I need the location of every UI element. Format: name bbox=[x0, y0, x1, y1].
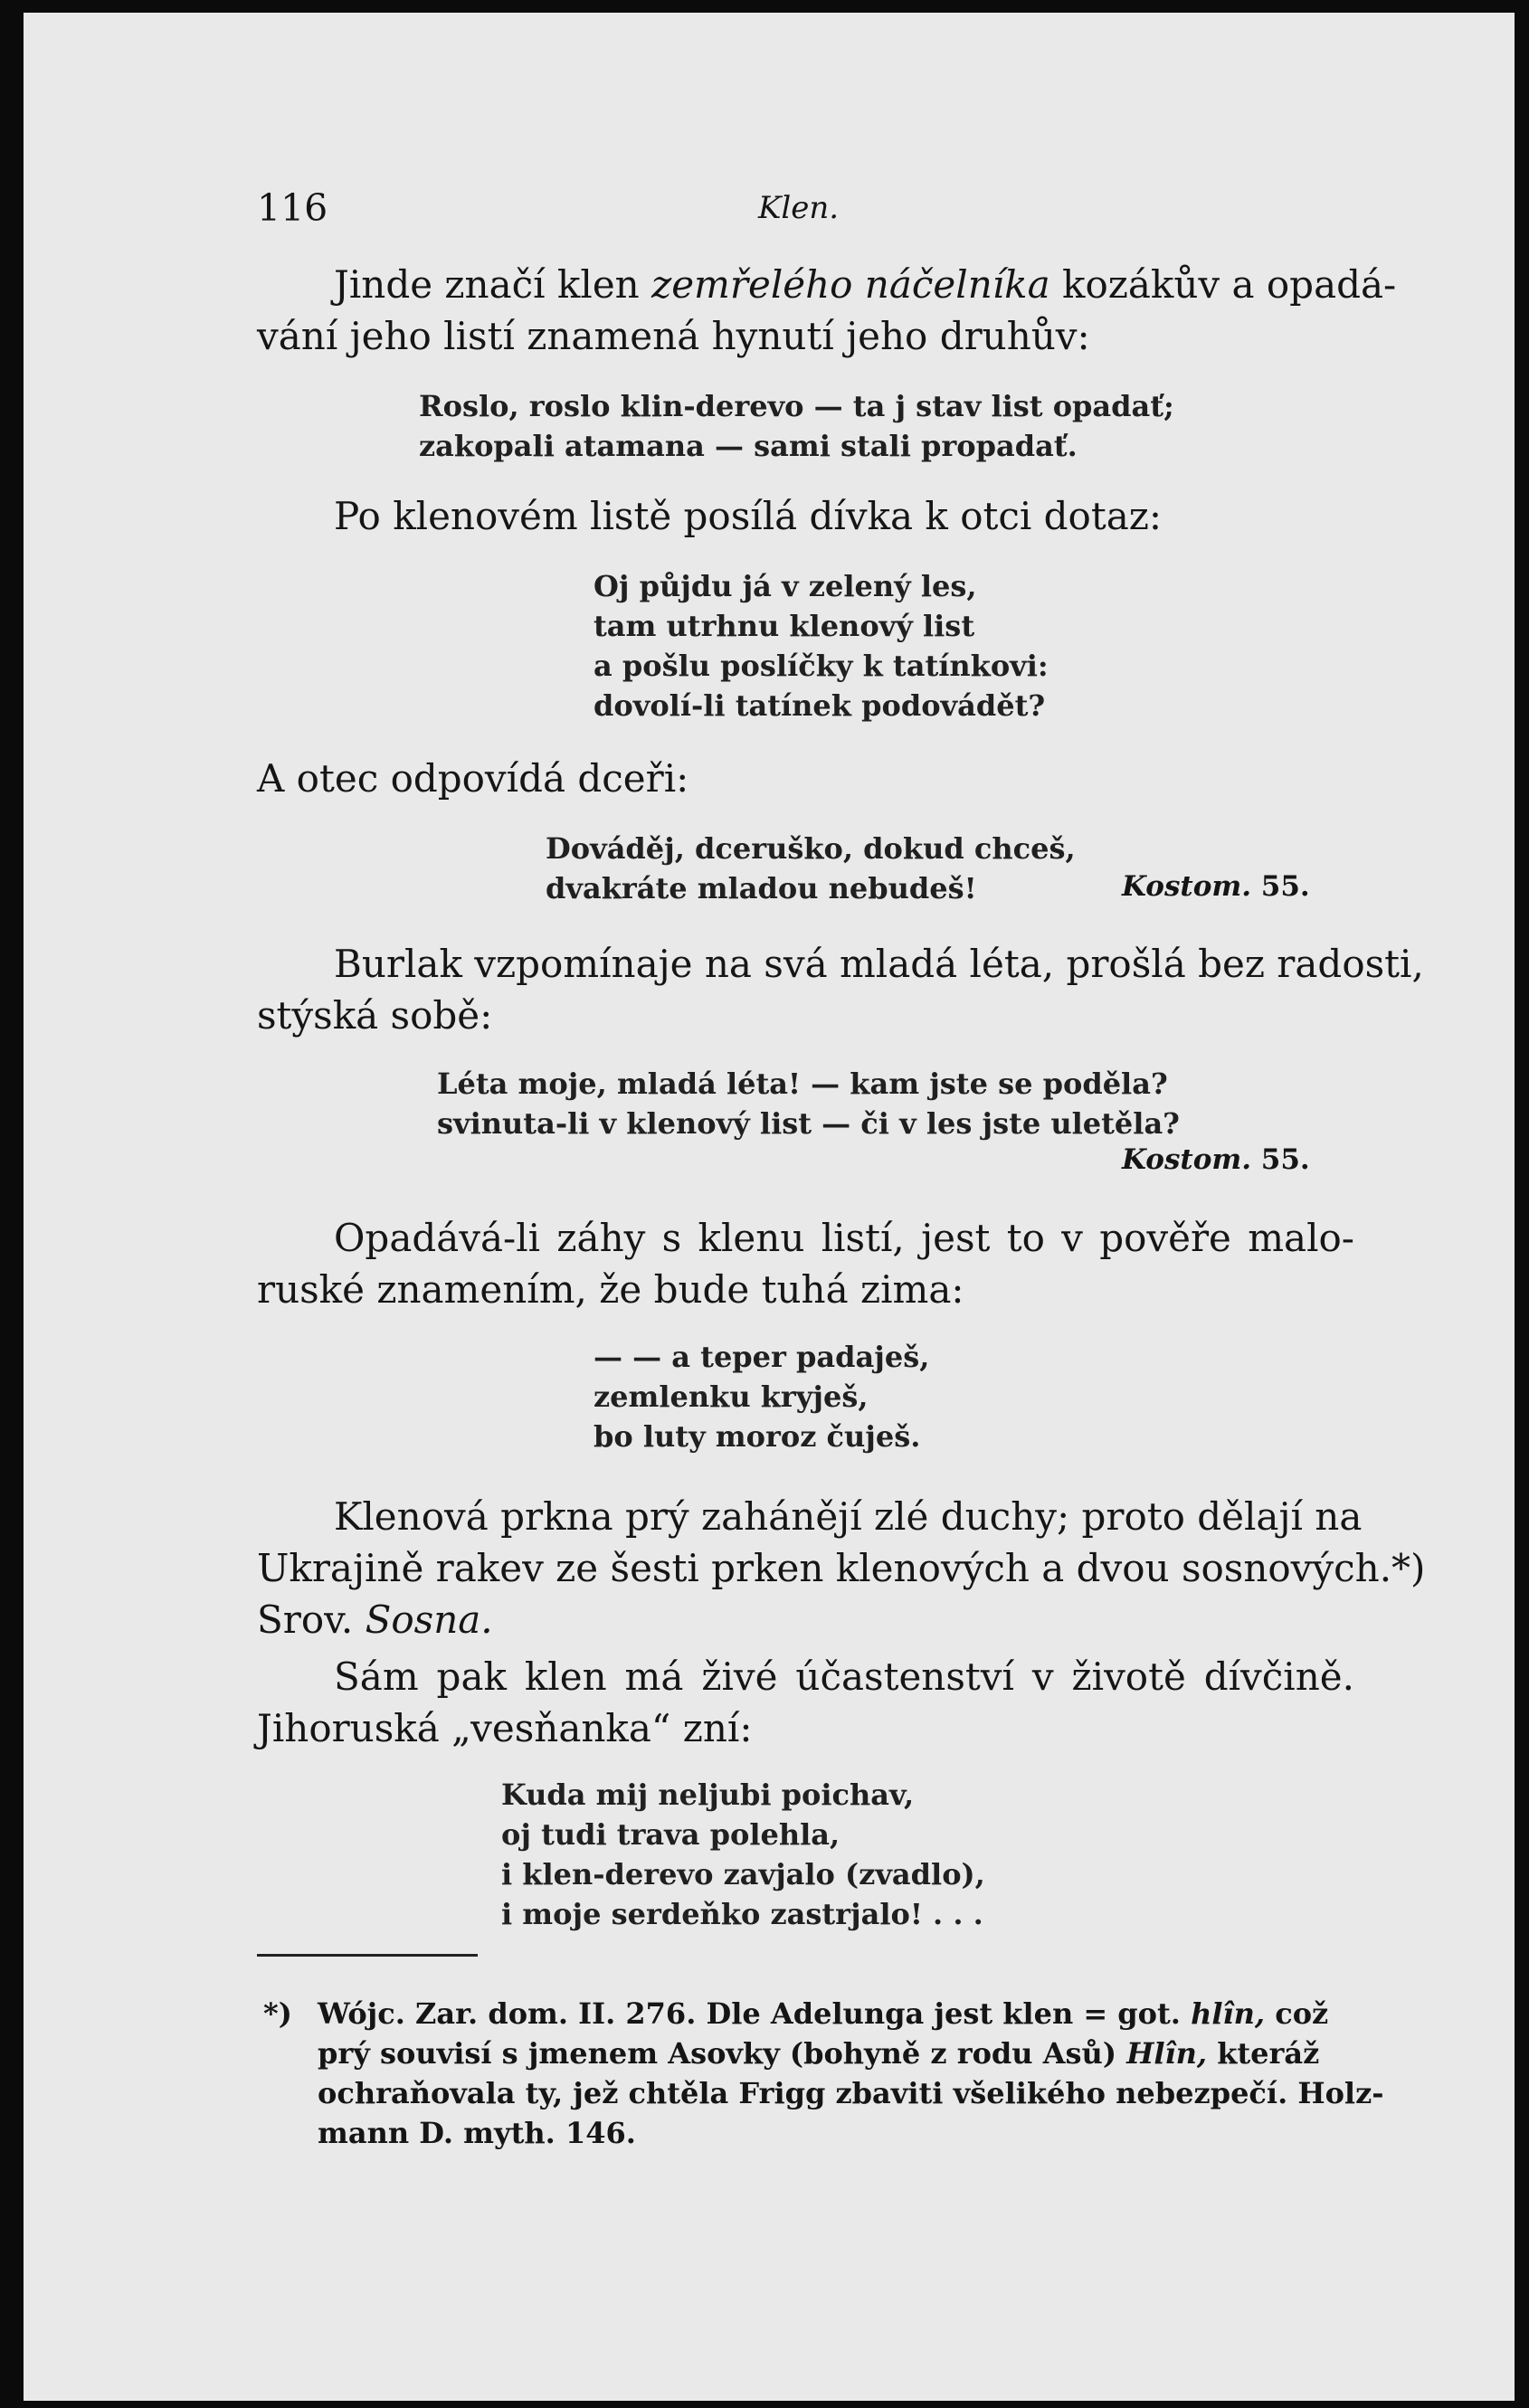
running-title: Klen. bbox=[758, 190, 840, 226]
verse-4 bbox=[437, 1064, 1180, 1143]
paragraph-line: Jinde značí klen zemřelého náčelníka kozákův a opadá- bbox=[334, 262, 1397, 307]
footnote-line: Wójc. Zar. dom. II. 276. Dle Adelunga jest klen = got. hlîn, což bbox=[318, 1996, 1329, 2031]
footnote bbox=[263, 1994, 1384, 2153]
cross-reference: Sosna. bbox=[365, 1597, 493, 1642]
verse-line: zemlenku kryješ, bbox=[594, 1379, 869, 1414]
paragraph-line: Jihoruská „vesňanka“ zní: bbox=[257, 1706, 753, 1750]
footnote-rule bbox=[257, 1954, 478, 1957]
paragraph-5 bbox=[257, 1212, 1354, 1315]
verse-2 bbox=[594, 566, 1049, 725]
verse-line: Léta moje, mladá léta! — kam jste se poděla? bbox=[437, 1067, 1168, 1101]
verse-line: dvakráte mladou nebudeš! bbox=[546, 871, 977, 905]
footnote-mark: *) bbox=[263, 1996, 292, 2031]
source-citation: Kostom. 55. bbox=[1122, 1143, 1310, 1176]
verse-line: Dováděj, dceruško, dokud chceš, bbox=[546, 831, 1076, 866]
paragraph-2 bbox=[257, 490, 1354, 542]
verse-line: Roslo, roslo klin-derevo — ta j stav list opadať; bbox=[419, 389, 1174, 423]
paragraph-line: Sám pak klen má živé účastenství v životě dívčině. bbox=[334, 1654, 1354, 1699]
paragraph-line: Po klenovém listě posílá dívka k otci dotaz: bbox=[334, 494, 1163, 538]
verse-line: — — a teper padaješ, bbox=[594, 1340, 930, 1374]
footnote-line: ochraňovala ty, jež chtěla Frigg zbaviti všelikého nebezpečí. Holz- bbox=[318, 2076, 1384, 2110]
paragraph-line: Klenová prkna prý zahánějí zlé duchy; proto dělají na bbox=[334, 1494, 1363, 1539]
paragraph-7 bbox=[257, 1651, 1354, 1754]
page-number: 116 bbox=[257, 186, 328, 230]
paragraph-3 bbox=[257, 753, 1354, 804]
paragraph-6 bbox=[257, 1491, 1426, 1645]
verse-line: oj tudi trava polehla, bbox=[501, 1817, 840, 1852]
verse-line: dovolí-li tatínek podovádět? bbox=[594, 688, 1046, 723]
paragraph-line: A otec odpovídá dceři: bbox=[257, 756, 689, 801]
paragraph-line: Burlak vzpomínaje na svá mladá léta, prošlá bez radosti, bbox=[334, 942, 1424, 986]
paragraph-line: Ukrajině rakev ze šesti prken klenových a dvou sosnových.*) bbox=[257, 1546, 1426, 1590]
verse-line: zakopali atamana — sami stali propadať. bbox=[419, 429, 1078, 463]
paragraph-1 bbox=[257, 259, 1397, 362]
verse-line: Kuda mij neljubi poichav, bbox=[501, 1778, 915, 1812]
verse-5 bbox=[594, 1337, 929, 1456]
verse-line: tam utrhnu klenový list bbox=[594, 609, 975, 643]
verse-line: bo luty moroz čuješ. bbox=[594, 1419, 921, 1454]
verse-line: i moje serdeňko zastrjalo! . . . bbox=[501, 1897, 983, 1931]
footnote-line: mann D. myth. 146. bbox=[318, 2116, 636, 2150]
paragraph-line: Srov. Sosna. bbox=[257, 1597, 493, 1642]
verse-3 bbox=[546, 829, 1076, 908]
paragraph-line: stýská sobě: bbox=[257, 993, 493, 1038]
paragraph-line: ruské znamením, že bude tuhá zima: bbox=[257, 1267, 964, 1312]
book-page bbox=[24, 13, 1515, 2401]
verse-1 bbox=[419, 386, 1174, 466]
paragraph-line: Opadává-li záhy s klenu listí, jest to v pověře malo- bbox=[334, 1216, 1354, 1260]
paragraph-line: vání jeho listí znamená hynutí jeho druhův: bbox=[257, 314, 1090, 358]
footnote-line: prý souvisí s jmenem Asovky (bohyně z rodu Asů) Hlîn, kteráž bbox=[318, 2036, 1320, 2071]
verse-line: Oj půjdu já v zelený les, bbox=[594, 569, 977, 603]
paragraph-4 bbox=[257, 938, 1424, 1041]
italic-phrase: zemřelého náčelníka bbox=[651, 262, 1050, 307]
source-citation: Kostom. 55. bbox=[1122, 870, 1310, 903]
verse-line: a pošlu poslíčky k tatínkovi: bbox=[594, 649, 1049, 683]
verse-line: svinuta-li v klenový list — či v les jste uletěla? bbox=[437, 1106, 1180, 1141]
verse-line: i klen-derevo zavjalo (zvadlo), bbox=[501, 1857, 985, 1891]
verse-6 bbox=[501, 1775, 985, 1934]
